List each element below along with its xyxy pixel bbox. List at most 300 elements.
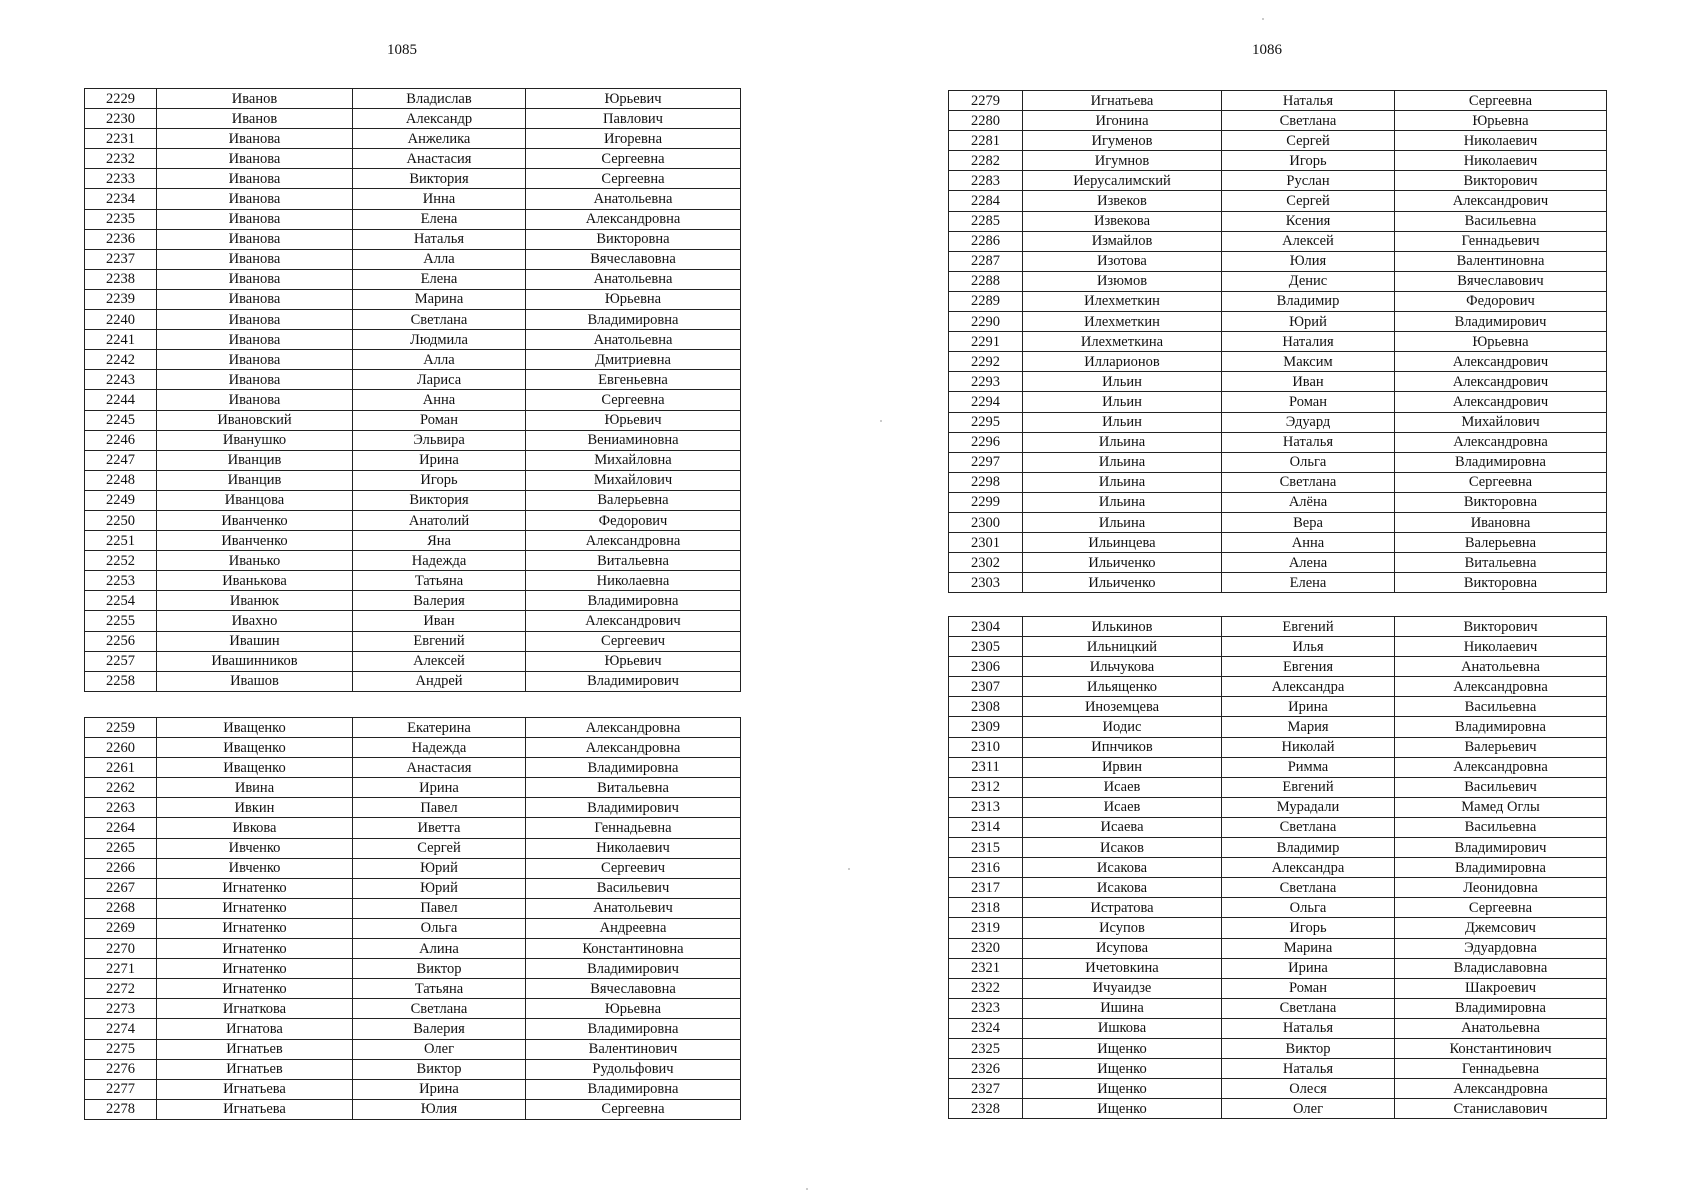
first-name-cell: Светлана [1222, 817, 1395, 837]
row-number-cell: 2240 [85, 310, 157, 330]
patronymic-cell: Александровна [1395, 677, 1607, 697]
row-number-cell: 2307 [949, 677, 1023, 697]
surname-cell: Исаев [1023, 777, 1222, 797]
first-name-cell: Наталия [1222, 332, 1395, 352]
first-name-cell: Андрей [353, 671, 526, 691]
first-name-cell: Ирина [1222, 958, 1395, 978]
surname-cell: Ишина [1023, 998, 1222, 1018]
scan-speck [880, 420, 882, 422]
patronymic-cell: Вячеславовна [526, 249, 741, 269]
table-row [85, 310, 741, 330]
row-number-cell: 2275 [85, 1039, 157, 1059]
table-row [949, 797, 1607, 817]
surname-cell: Иванова [157, 289, 353, 309]
row-number-cell: 2264 [85, 818, 157, 838]
surname-cell: Ильина [1023, 512, 1222, 532]
first-name-cell: Алина [353, 939, 526, 959]
row-number-cell: 2274 [85, 1019, 157, 1039]
table-row [85, 490, 741, 510]
table-row [949, 978, 1607, 998]
surname-cell: Игнатьева [1023, 91, 1222, 111]
table-row [85, 89, 741, 109]
first-name-cell: Александр [353, 109, 526, 129]
first-name-cell: Мурадали [1222, 797, 1395, 817]
row-number-cell: 2267 [85, 878, 157, 898]
row-number-cell: 2257 [85, 651, 157, 671]
row-number-cell: 2291 [949, 332, 1023, 352]
table-row [85, 798, 741, 818]
patronymic-cell: Шакроевич [1395, 978, 1607, 998]
row-number-cell: 2312 [949, 777, 1023, 797]
table-row [85, 838, 741, 858]
first-name-cell: Олег [1222, 1099, 1395, 1119]
first-name-cell: Валерия [353, 591, 526, 611]
first-name-cell: Наталья [1222, 91, 1395, 111]
patronymic-cell: Николаевич [1395, 151, 1607, 171]
patronymic-cell: Валерьевна [526, 490, 741, 510]
first-name-cell: Анатолий [353, 510, 526, 530]
surname-cell: Ильина [1023, 472, 1222, 492]
name-table [948, 616, 1607, 1119]
row-number-cell: 2320 [949, 938, 1023, 958]
first-name-cell: Ирина [353, 1079, 526, 1099]
row-number-cell: 2316 [949, 858, 1023, 878]
patronymic-cell: Васильевич [1395, 777, 1607, 797]
row-number-cell: 2248 [85, 470, 157, 490]
patronymic-cell: Владимирович [1395, 312, 1607, 332]
patronymic-cell: Юрьевна [1395, 111, 1607, 131]
row-number-cell: 2308 [949, 697, 1023, 717]
row-number-cell: 2304 [949, 617, 1023, 637]
table-row [949, 898, 1607, 918]
page-number: 1085 [387, 42, 417, 58]
patronymic-cell: Сергеевна [526, 149, 741, 169]
patronymic-cell: Александровна [526, 718, 741, 738]
table-row [949, 533, 1607, 553]
surname-cell: Ипнчиков [1023, 737, 1222, 757]
patronymic-cell: Юрьевна [526, 999, 741, 1019]
surname-cell: Иващенко [157, 718, 353, 738]
table-row [85, 818, 741, 838]
table-row [949, 838, 1607, 858]
table-row [85, 571, 741, 591]
surname-cell: Истратова [1023, 898, 1222, 918]
surname-cell: Извекова [1023, 211, 1222, 231]
table-row [949, 878, 1607, 898]
patronymic-cell: Игоревна [526, 129, 741, 149]
table-row [949, 573, 1607, 593]
patronymic-cell: Владимирович [1395, 838, 1607, 858]
surname-cell: Игнатенко [157, 918, 353, 938]
table-row [949, 91, 1607, 111]
surname-cell: Иванова [157, 229, 353, 249]
first-name-cell: Ирина [353, 450, 526, 470]
patronymic-cell: Валентинович [526, 1039, 741, 1059]
table-row [949, 231, 1607, 251]
patronymic-cell: Витальевна [526, 551, 741, 571]
row-number-cell: 2317 [949, 878, 1023, 898]
first-name-cell: Юрий [353, 858, 526, 878]
table-row [949, 918, 1607, 938]
first-name-cell: Роман [1222, 392, 1395, 412]
row-number-cell: 2245 [85, 410, 157, 430]
first-name-cell: Александра [1222, 677, 1395, 697]
name-table [84, 88, 741, 692]
row-number-cell: 2310 [949, 737, 1023, 757]
first-name-cell: Светлана [353, 310, 526, 330]
surname-cell: Ивкин [157, 798, 353, 818]
row-number-cell: 2255 [85, 611, 157, 631]
surname-cell: Иванько [157, 551, 353, 571]
patronymic-cell: Сергеевна [1395, 898, 1607, 918]
patronymic-cell: Джемсович [1395, 918, 1607, 938]
surname-cell: Илехметкин [1023, 291, 1222, 311]
patronymic-cell: Леонидовна [1395, 878, 1607, 898]
row-number-cell: 2238 [85, 269, 157, 289]
first-name-cell: Эльвира [353, 430, 526, 450]
patronymic-cell: Владимирович [526, 671, 741, 691]
first-name-cell: Игорь [353, 470, 526, 490]
table-row [949, 1079, 1607, 1099]
table-row [85, 738, 741, 758]
surname-cell: Ильященко [1023, 677, 1222, 697]
table-row [949, 191, 1607, 211]
first-name-cell: Николай [1222, 737, 1395, 757]
table-row [949, 1018, 1607, 1038]
table-row [949, 332, 1607, 352]
patronymic-cell: Андреевна [526, 918, 741, 938]
patronymic-cell: Анатольевна [526, 269, 741, 289]
patronymic-cell: Вячеславович [1395, 271, 1607, 291]
row-number-cell: 2326 [949, 1059, 1023, 1079]
surname-cell: Илларионов [1023, 352, 1222, 372]
patronymic-cell: Владимировна [526, 310, 741, 330]
patronymic-cell: Анатольевна [1395, 1018, 1607, 1038]
row-number-cell: 2318 [949, 898, 1023, 918]
first-name-cell: Марина [1222, 938, 1395, 958]
patronymic-cell: Александровна [1395, 757, 1607, 777]
table-row [949, 251, 1607, 271]
surname-cell: Исакова [1023, 858, 1222, 878]
patronymic-cell: Ивановна [1395, 512, 1607, 532]
table-row [85, 631, 741, 651]
patronymic-cell: Михайлович [526, 470, 741, 490]
patronymic-cell: Владимировна [1395, 858, 1607, 878]
first-name-cell: Юлия [1222, 251, 1395, 271]
row-number-cell: 2296 [949, 432, 1023, 452]
surname-cell: Игнатенко [157, 878, 353, 898]
table-row [949, 432, 1607, 452]
row-number-cell: 2262 [85, 778, 157, 798]
row-number-cell: 2249 [85, 490, 157, 510]
patronymic-cell: Александрович [1395, 392, 1607, 412]
first-name-cell: Алла [353, 350, 526, 370]
first-name-cell: Валерия [353, 1019, 526, 1039]
surname-cell: Ильчукова [1023, 657, 1222, 677]
table-row [949, 472, 1607, 492]
table-row [85, 289, 741, 309]
first-name-cell: Мария [1222, 717, 1395, 737]
surname-cell: Игнатенко [157, 898, 353, 918]
table-row [85, 999, 741, 1019]
table-row [949, 492, 1607, 512]
surname-cell: Ивина [157, 778, 353, 798]
surname-cell: Иванова [157, 129, 353, 149]
table-row [85, 249, 741, 269]
row-number-cell: 2243 [85, 370, 157, 390]
surname-cell: Исаков [1023, 838, 1222, 858]
patronymic-cell: Юрьевич [526, 651, 741, 671]
first-name-cell: Вера [1222, 512, 1395, 532]
patronymic-cell: Викторовна [1395, 492, 1607, 512]
surname-cell: Ильин [1023, 372, 1222, 392]
row-number-cell: 2236 [85, 229, 157, 249]
patronymic-cell: Васильевна [1395, 211, 1607, 231]
table-row [85, 858, 741, 878]
row-number-cell: 2258 [85, 671, 157, 691]
first-name-cell: Яна [353, 531, 526, 551]
first-name-cell: Виктор [353, 1059, 526, 1079]
patronymic-cell: Викторович [1395, 171, 1607, 191]
row-number-cell: 2266 [85, 858, 157, 878]
surname-cell: Игнатьева [157, 1079, 353, 1099]
surname-cell: Ильинцева [1023, 533, 1222, 553]
table-row [949, 717, 1607, 737]
surname-cell: Иноземцева [1023, 697, 1222, 717]
patronymic-cell: Васильевич [526, 878, 741, 898]
row-number-cell: 2282 [949, 151, 1023, 171]
surname-cell: Иерусалимский [1023, 171, 1222, 191]
table-row [85, 330, 741, 350]
first-name-cell: Елена [1222, 573, 1395, 593]
row-number-cell: 2233 [85, 169, 157, 189]
surname-cell: Иванова [157, 149, 353, 169]
row-number-cell: 2250 [85, 510, 157, 530]
patronymic-cell: Михайлович [1395, 412, 1607, 432]
first-name-cell: Анна [1222, 533, 1395, 553]
row-number-cell: 2311 [949, 757, 1023, 777]
first-name-cell: Наталья [1222, 1059, 1395, 1079]
surname-cell: Иванова [157, 310, 353, 330]
surname-cell: Иванова [157, 390, 353, 410]
patronymic-cell: Евгеньевна [526, 370, 741, 390]
patronymic-cell: Викторович [1395, 617, 1607, 637]
first-name-cell: Евгений [353, 631, 526, 651]
patronymic-cell: Юрьевна [526, 289, 741, 309]
row-number-cell: 2319 [949, 918, 1023, 938]
row-number-cell: 2324 [949, 1018, 1023, 1038]
first-name-cell: Роман [353, 410, 526, 430]
patronymic-cell: Анатольевич [526, 898, 741, 918]
first-name-cell: Виктория [353, 490, 526, 510]
first-name-cell: Павел [353, 898, 526, 918]
first-name-cell: Татьяна [353, 571, 526, 591]
name-table [84, 717, 741, 1120]
first-name-cell: Анжелика [353, 129, 526, 149]
patronymic-cell: Сергеевич [526, 631, 741, 651]
first-name-cell: Ксения [1222, 211, 1395, 231]
first-name-cell: Евгений [1222, 617, 1395, 637]
first-name-cell: Виктор [1222, 1038, 1395, 1058]
row-number-cell: 2309 [949, 717, 1023, 737]
patronymic-cell: Сергеевна [526, 169, 741, 189]
patronymic-cell: Станиславович [1395, 1099, 1607, 1119]
row-number-cell: 2290 [949, 312, 1023, 332]
surname-cell: Ищенко [1023, 1099, 1222, 1119]
surname-cell: Игумнов [1023, 151, 1222, 171]
surname-cell: Иванькова [157, 571, 353, 591]
patronymic-cell: Павлович [526, 109, 741, 129]
surname-cell: Игуменов [1023, 131, 1222, 151]
row-number-cell: 2314 [949, 817, 1023, 837]
first-name-cell: Игорь [1222, 151, 1395, 171]
first-name-cell: Ольга [1222, 898, 1395, 918]
patronymic-cell: Александровна [526, 209, 741, 229]
table-row [949, 291, 1607, 311]
row-number-cell: 2247 [85, 450, 157, 470]
first-name-cell: Павел [353, 798, 526, 818]
table-row [85, 551, 741, 571]
row-number-cell: 2230 [85, 109, 157, 129]
patronymic-cell: Александрович [1395, 372, 1607, 392]
patronymic-cell: Геннадьевна [1395, 1059, 1607, 1079]
surname-cell: Ишкова [1023, 1018, 1222, 1038]
surname-cell: Иванюк [157, 591, 353, 611]
row-number-cell: 2323 [949, 998, 1023, 1018]
surname-cell: Исупова [1023, 938, 1222, 958]
table-row [85, 959, 741, 979]
table-row [949, 697, 1607, 717]
first-name-cell: Ольга [1222, 452, 1395, 472]
first-name-cell: Александра [1222, 858, 1395, 878]
patronymic-cell: Федорович [1395, 291, 1607, 311]
first-name-cell: Илья [1222, 637, 1395, 657]
patronymic-cell: Вячеславовна [526, 979, 741, 999]
surname-cell: Иванушко [157, 430, 353, 450]
table-row [949, 757, 1607, 777]
first-name-cell: Сергей [353, 838, 526, 858]
patronymic-cell: Михайловна [526, 450, 741, 470]
table-row [949, 958, 1607, 978]
surname-cell: Ивахно [157, 611, 353, 631]
patronymic-cell: Владимировна [1395, 452, 1607, 472]
row-number-cell: 2276 [85, 1059, 157, 1079]
patronymic-cell: Геннадьевна [526, 818, 741, 838]
table-row [949, 553, 1607, 573]
row-number-cell: 2284 [949, 191, 1023, 211]
surname-cell: Извеков [1023, 191, 1222, 211]
table-row [85, 169, 741, 189]
surname-cell: Иванцова [157, 490, 353, 510]
table-row [85, 878, 741, 898]
patronymic-cell: Валерьевич [1395, 737, 1607, 757]
table-row [949, 412, 1607, 432]
scan-speck [806, 1188, 808, 1190]
first-name-cell: Роман [1222, 978, 1395, 998]
row-number-cell: 2271 [85, 959, 157, 979]
surname-cell: Игнатенко [157, 939, 353, 959]
row-number-cell: 2294 [949, 392, 1023, 412]
patronymic-cell: Владимировна [1395, 717, 1607, 737]
patronymic-cell: Владимирович [526, 798, 741, 818]
table-row [949, 372, 1607, 392]
first-name-cell: Иветта [353, 818, 526, 838]
surname-cell: Игнатенко [157, 959, 353, 979]
surname-cell: Ивашин [157, 631, 353, 651]
patronymic-cell: Сергеевич [526, 858, 741, 878]
row-number-cell: 2300 [949, 512, 1023, 532]
table-row [949, 392, 1607, 412]
table-row [85, 350, 741, 370]
first-name-cell: Владимир [1222, 291, 1395, 311]
patronymic-cell: Александровна [526, 531, 741, 551]
table-row [85, 129, 741, 149]
row-number-cell: 2241 [85, 330, 157, 350]
patronymic-cell: Сергеевна [526, 1099, 741, 1119]
row-number-cell: 2327 [949, 1079, 1023, 1099]
first-name-cell: Анастасия [353, 758, 526, 778]
surname-cell: Илькинов [1023, 617, 1222, 637]
patronymic-cell: Константинович [1395, 1038, 1607, 1058]
surname-cell: Ивкова [157, 818, 353, 838]
row-number-cell: 2298 [949, 472, 1023, 492]
first-name-cell: Олеся [1222, 1079, 1395, 1099]
row-number-cell: 2313 [949, 797, 1023, 817]
patronymic-cell: Николаевич [1395, 637, 1607, 657]
row-number-cell: 2244 [85, 390, 157, 410]
table-row [85, 209, 741, 229]
row-number-cell: 2281 [949, 131, 1023, 151]
first-name-cell: Алла [353, 249, 526, 269]
surname-cell: Иванцив [157, 450, 353, 470]
row-number-cell: 2325 [949, 1038, 1023, 1058]
row-number-cell: 2293 [949, 372, 1023, 392]
row-number-cell: 2261 [85, 758, 157, 778]
first-name-cell: Светлана [1222, 998, 1395, 1018]
table-row [85, 510, 741, 530]
row-number-cell: 2265 [85, 838, 157, 858]
surname-cell: Иванова [157, 169, 353, 189]
table-row [85, 758, 741, 778]
patronymic-cell: Васильевна [1395, 697, 1607, 717]
surname-cell: Ищенко [1023, 1038, 1222, 1058]
first-name-cell: Евгения [1222, 657, 1395, 677]
first-name-cell: Римма [1222, 757, 1395, 777]
row-number-cell: 2280 [949, 111, 1023, 131]
row-number-cell: 2260 [85, 738, 157, 758]
table-row [949, 151, 1607, 171]
first-name-cell: Анастасия [353, 149, 526, 169]
row-number-cell: 2231 [85, 129, 157, 149]
patronymic-cell: Дмитриевна [526, 350, 741, 370]
first-name-cell: Виктория [353, 169, 526, 189]
patronymic-cell: Владимировна [526, 1019, 741, 1039]
table-row [85, 778, 741, 798]
row-number-cell: 2302 [949, 553, 1023, 573]
surname-cell: Исакова [1023, 878, 1222, 898]
row-number-cell: 2259 [85, 718, 157, 738]
row-number-cell: 2287 [949, 251, 1023, 271]
row-number-cell: 2278 [85, 1099, 157, 1119]
row-number-cell: 2235 [85, 209, 157, 229]
row-number-cell: 2283 [949, 171, 1023, 191]
row-number-cell: 2242 [85, 350, 157, 370]
first-name-cell: Светлана [1222, 472, 1395, 492]
row-number-cell: 2301 [949, 533, 1023, 553]
row-number-cell: 2252 [85, 551, 157, 571]
surname-cell: Измайлов [1023, 231, 1222, 251]
table-row [949, 858, 1607, 878]
